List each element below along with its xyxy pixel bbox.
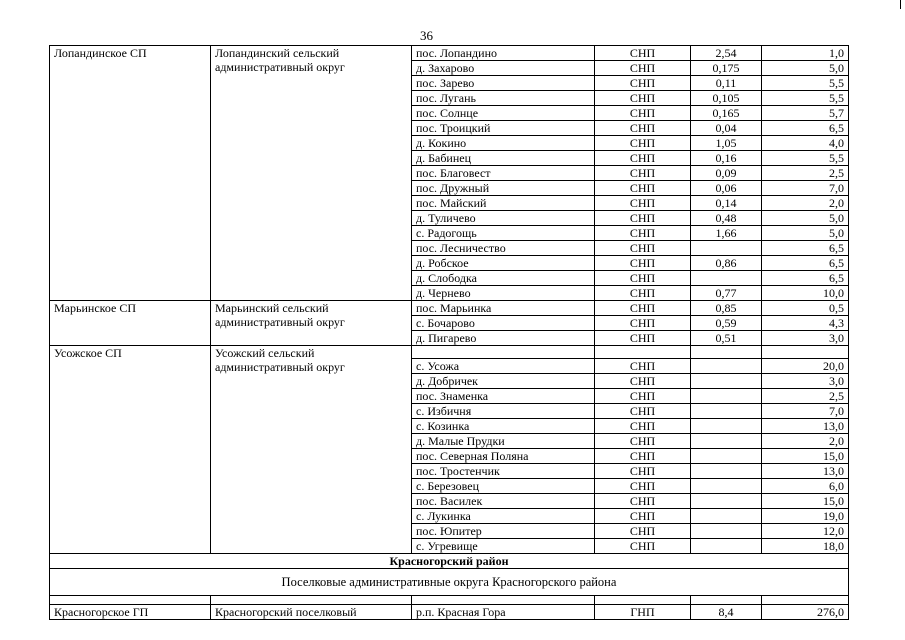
value-col-1: 0,06 — [691, 181, 762, 196]
value-col-2: 6,5 — [762, 271, 849, 286]
value-col-2: 5,0 — [762, 211, 849, 226]
locality-type: СНП — [595, 331, 691, 346]
locality-type: СНП — [595, 121, 691, 136]
locality-type: СНП — [595, 374, 691, 389]
locality-name: пос. Дружный — [412, 181, 595, 196]
value-col-2: 5,7 — [762, 106, 849, 121]
value-col-2: 2,0 — [762, 434, 849, 449]
okrug-name: Марьинский сельский административный округ — [211, 301, 412, 346]
value-col-1: 0,04 — [691, 121, 762, 136]
value-col-2: 2,0 — [762, 196, 849, 211]
locality-type: СНП — [595, 181, 691, 196]
value-col-2: 15,0 — [762, 449, 849, 464]
value-col-1 — [691, 374, 762, 389]
locality-type: СНП — [595, 136, 691, 151]
settlements-table — [49, 45, 849, 620]
locality-name: с. Усожа — [412, 359, 595, 374]
value-col-1: 0,11 — [691, 76, 762, 91]
settlement-name: Марьинское СП — [50, 301, 211, 346]
value-col-1: 8,4 — [691, 605, 762, 620]
spacer-row — [50, 346, 849, 359]
value-col-1 — [691, 434, 762, 449]
locality-name: пос. Лугань — [412, 91, 595, 106]
district-header: Красногорский район — [50, 554, 849, 569]
value-col-1 — [691, 271, 762, 286]
locality-type: СНП — [595, 359, 691, 374]
locality-name: с. Березовец — [412, 479, 595, 494]
value-col-2: 5,0 — [762, 226, 849, 241]
settlement-name: Красногорское ГП — [50, 605, 211, 620]
value-col-2: 4,3 — [762, 316, 849, 331]
value-col-2: 6,5 — [762, 121, 849, 136]
value-col-1 — [691, 494, 762, 509]
value-col-2: 12,0 — [762, 524, 849, 539]
value-col-1 — [691, 449, 762, 464]
value-col-2: 13,0 — [762, 464, 849, 479]
blank-cell — [691, 346, 762, 359]
value-col-1: 0,48 — [691, 211, 762, 226]
value-col-1 — [691, 359, 762, 374]
blank-cell — [50, 596, 211, 605]
blank-cell — [211, 596, 412, 605]
locality-type: СНП — [595, 494, 691, 509]
blank-cell — [412, 346, 595, 359]
locality-name: пос. Лопандино — [412, 46, 595, 61]
locality-name: с. Бочарово — [412, 316, 595, 331]
value-col-1: 0,175 — [691, 61, 762, 76]
value-col-2: 10,0 — [762, 286, 849, 301]
value-col-2: 5,0 — [762, 61, 849, 76]
district-row — [50, 554, 849, 569]
locality-name: с. Избичня — [412, 404, 595, 419]
locality-name: д. Слободка — [412, 271, 595, 286]
value-col-2: 0,5 — [762, 301, 849, 316]
locality-name: пос. Солнце — [412, 106, 595, 121]
value-col-2: 19,0 — [762, 509, 849, 524]
locality-name: пос. Лесничество — [412, 241, 595, 256]
value-col-1 — [691, 539, 762, 554]
locality-type: СНП — [595, 404, 691, 419]
locality-name: д. Захарово — [412, 61, 595, 76]
locality-name: пос. Зарево — [412, 76, 595, 91]
locality-type: СНП — [595, 479, 691, 494]
locality-name: пос. Знаменка — [412, 389, 595, 404]
locality-name: пос. Майский — [412, 196, 595, 211]
okrug-name: Красногорский поселковый — [211, 605, 412, 620]
locality-name: д. Бабинец — [412, 151, 595, 166]
locality-type: СНП — [595, 46, 691, 61]
value-col-2: 3,0 — [762, 331, 849, 346]
value-col-2: 4,0 — [762, 136, 849, 151]
locality-name: д. Робское — [412, 256, 595, 271]
locality-type: СНП — [595, 419, 691, 434]
page-number: 36 — [420, 28, 433, 43]
value-col-2: 3,0 — [762, 374, 849, 389]
value-col-2: 1,0 — [762, 46, 849, 61]
value-col-1: 0,77 — [691, 286, 762, 301]
value-col-1: 1,66 — [691, 226, 762, 241]
locality-type: СНП — [595, 241, 691, 256]
locality-type: СНП — [595, 449, 691, 464]
locality-name: с. Козинка — [412, 419, 595, 434]
value-col-2: 18,0 — [762, 539, 849, 554]
value-col-2: 20,0 — [762, 359, 849, 374]
locality-name: пос. Северная Поляна — [412, 449, 595, 464]
value-col-1: 2,54 — [691, 46, 762, 61]
value-col-2: 7,0 — [762, 181, 849, 196]
value-col-1: 0,85 — [691, 301, 762, 316]
spacer-row — [50, 596, 849, 605]
locality-type: СНП — [595, 256, 691, 271]
locality-name: с. Угревище — [412, 539, 595, 554]
locality-name: р.п. Красная Гора — [412, 605, 595, 620]
locality-name: д. Пигарево — [412, 331, 595, 346]
locality-name: пос. Василек — [412, 494, 595, 509]
locality-name: пос. Тростенчик — [412, 464, 595, 479]
blank-cell — [595, 596, 691, 605]
value-col-1: 0,51 — [691, 331, 762, 346]
blank-cell — [691, 596, 762, 605]
table-row — [50, 301, 849, 316]
value-col-1: 1,05 — [691, 136, 762, 151]
value-col-2: 15,0 — [762, 494, 849, 509]
value-col-1: 0,16 — [691, 151, 762, 166]
value-col-1 — [691, 524, 762, 539]
locality-type: СНП — [595, 76, 691, 91]
blank-cell — [762, 596, 849, 605]
okrug-name: Усожский сельский административный округ — [211, 346, 412, 554]
locality-type: СНП — [595, 151, 691, 166]
locality-name: пос. Троицкий — [412, 121, 595, 136]
locality-type: ГНП — [595, 605, 691, 620]
locality-type: СНП — [595, 196, 691, 211]
locality-type: СНП — [595, 226, 691, 241]
value-col-2: 5,5 — [762, 91, 849, 106]
locality-name: д. Туличево — [412, 211, 595, 226]
value-col-2: 7,0 — [762, 404, 849, 419]
value-col-2: 2,5 — [762, 166, 849, 181]
locality-type: СНП — [595, 464, 691, 479]
district-subheader-row — [50, 569, 849, 596]
locality-type: СНП — [595, 301, 691, 316]
locality-type: СНП — [595, 524, 691, 539]
value-col-2: 5,5 — [762, 76, 849, 91]
locality-name: с. Лукинка — [412, 509, 595, 524]
table-row — [50, 46, 849, 61]
district-subheader: Поселковые административные округа Красногорского района — [50, 569, 849, 596]
locality-name: д. Добричек — [412, 374, 595, 389]
table-row — [50, 605, 849, 620]
value-col-1 — [691, 464, 762, 479]
edge-mark — [900, 0, 901, 9]
value-col-1: 0,105 — [691, 91, 762, 106]
locality-type: СНП — [595, 61, 691, 76]
value-col-1 — [691, 509, 762, 524]
value-col-1: 0,165 — [691, 106, 762, 121]
value-col-1 — [691, 389, 762, 404]
value-col-1: 0,14 — [691, 196, 762, 211]
value-col-2: 6,5 — [762, 256, 849, 271]
locality-name: д. Кокино — [412, 136, 595, 151]
value-col-1 — [691, 404, 762, 419]
blank-cell — [595, 346, 691, 359]
value-col-1 — [691, 479, 762, 494]
value-col-2: 2,5 — [762, 389, 849, 404]
locality-name: д. Малые Прудки — [412, 434, 595, 449]
value-col-1: 0,59 — [691, 316, 762, 331]
locality-type: СНП — [595, 389, 691, 404]
locality-name: пос. Благовест — [412, 166, 595, 181]
blank-cell — [762, 346, 849, 359]
settlement-name: Усожское СП — [50, 346, 211, 554]
value-col-2: 276,0 — [762, 605, 849, 620]
value-col-1: 0,09 — [691, 166, 762, 181]
settlement-name: Лопандинское СП — [50, 46, 211, 301]
locality-type: СНП — [595, 509, 691, 524]
locality-name: пос. Марьинка — [412, 301, 595, 316]
value-col-1: 0,86 — [691, 256, 762, 271]
value-col-2: 13,0 — [762, 419, 849, 434]
locality-type: СНП — [595, 91, 691, 106]
locality-type: СНП — [595, 271, 691, 286]
okrug-name: Лопандинский сельский административный округ — [211, 46, 412, 301]
value-col-2: 6,5 — [762, 241, 849, 256]
value-col-2: 5,5 — [762, 151, 849, 166]
locality-type: СНП — [595, 211, 691, 226]
locality-type: СНП — [595, 166, 691, 181]
locality-name: д. Чернево — [412, 286, 595, 301]
locality-name: пос. Юпитер — [412, 524, 595, 539]
value-col-1 — [691, 419, 762, 434]
locality-type: СНП — [595, 106, 691, 121]
locality-type: СНП — [595, 539, 691, 554]
value-col-1 — [691, 241, 762, 256]
locality-type: СНП — [595, 286, 691, 301]
locality-type: СНП — [595, 434, 691, 449]
locality-name: с. Радогощь — [412, 226, 595, 241]
blank-cell — [412, 596, 595, 605]
value-col-2: 6,0 — [762, 479, 849, 494]
locality-type: СНП — [595, 316, 691, 331]
